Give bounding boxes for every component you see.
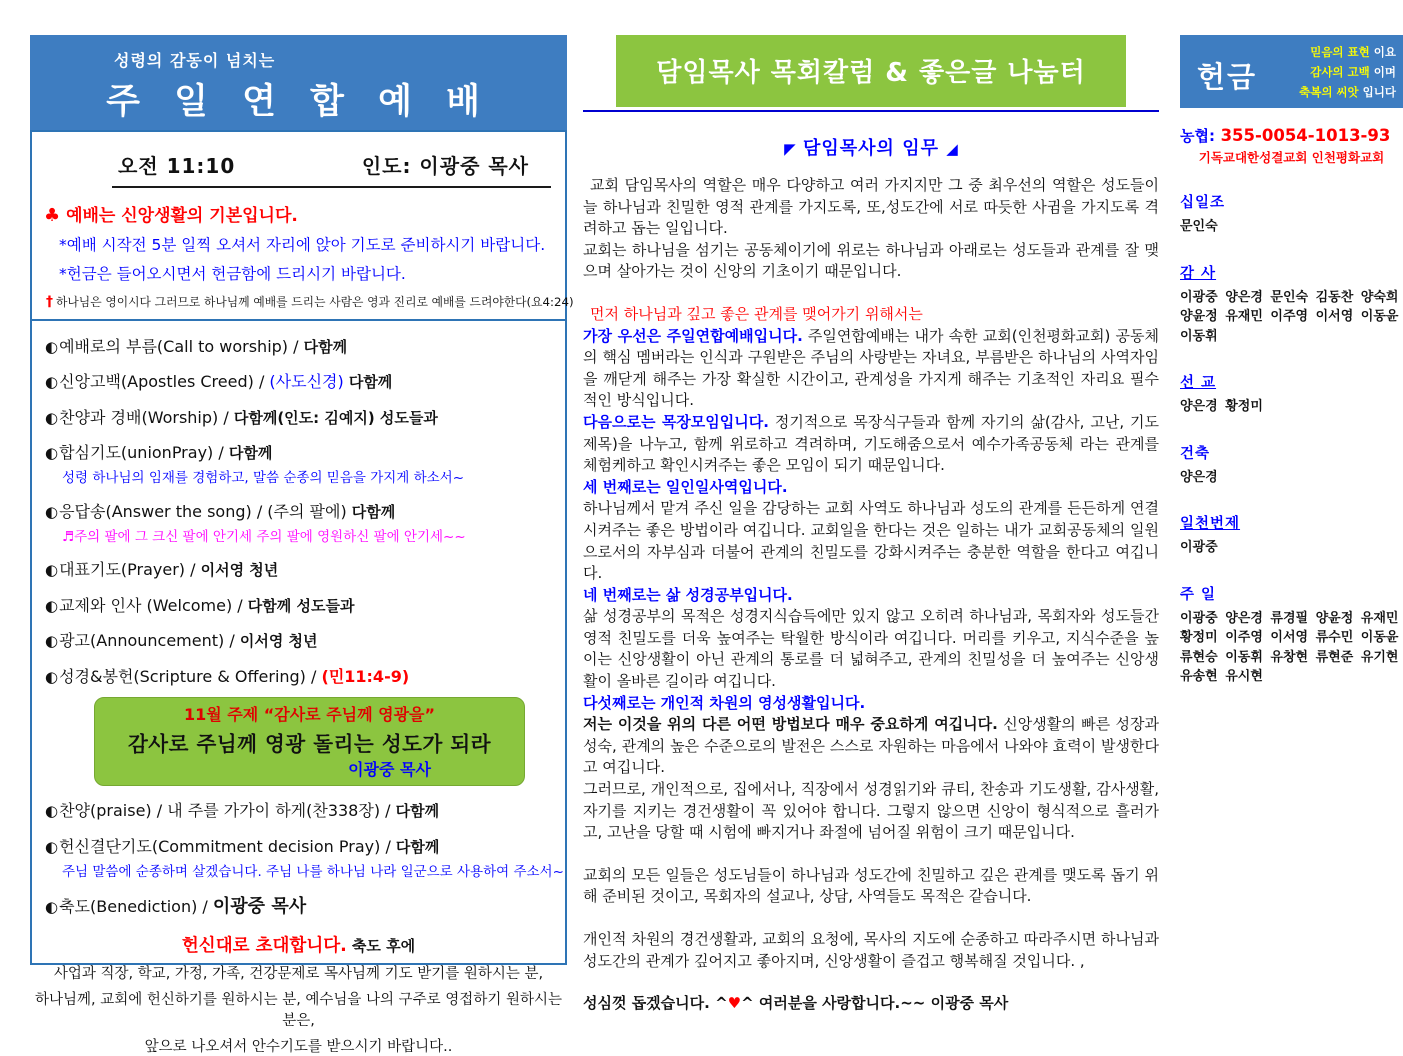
offering-category-names: 문인숙 (1180, 219, 1218, 234)
column-paragraph (583, 498, 1159, 584)
bank-account-line (1180, 125, 1403, 146)
scripture-verse (44, 293, 574, 310)
column-paragraph (583, 779, 1159, 844)
order-item (45, 664, 565, 687)
intro-heading-text: 예배는 신앙생활의 기본입니다. (66, 206, 298, 226)
offering-category-names: 이광중 (1180, 540, 1218, 555)
section-divider (32, 319, 565, 321)
monthly-theme-title: 11월 주제 “감사로 주님께 영광을” (183, 704, 436, 724)
order-item-who: 이광중 목사 (212, 896, 307, 917)
column-paragraph (583, 993, 1159, 1015)
offering-title: 헌금 (1197, 60, 1258, 94)
text-run: 세 번째로는 일인일사역입니다. (583, 477, 788, 496)
column-paragraph (583, 929, 1159, 972)
order-item (45, 593, 565, 616)
pastor-column-section (583, 35, 1159, 1015)
scripture-verse-text: 하나님은 영이시다 그러므로 하나님께 예배를 드리는 사람은 영과 진리로 예배를 드려야한다(요4:24) (56, 295, 574, 309)
clover-icon: ♣ (44, 205, 61, 226)
order-item-subtext: 성령 하나님의 임재를 경험하고, 말씀 순종의 믿음을 가지게 하소서~ (62, 470, 465, 486)
order-item (45, 892, 565, 918)
half-circle-bullet-icon: ◐ (45, 596, 59, 615)
invitation-heading (32, 932, 565, 957)
half-circle-bullet-icon: ◐ (45, 444, 59, 462)
offering-category-label: 감 사 (1180, 265, 1217, 282)
order-item-who: 다함께 (395, 837, 440, 856)
half-circle-bullet-icon: ◐ (45, 502, 59, 521)
column-section-title (583, 134, 1159, 160)
paragraph-spacer (583, 283, 1159, 304)
offering-category-label: 일천번제 (1180, 516, 1241, 532)
column-paragraph (583, 240, 1159, 283)
order-item (45, 499, 565, 522)
column-paragraph (583, 412, 1159, 477)
worship-header-title: 주 일 연 합 예 배 (106, 82, 491, 122)
order-item-text: 신앙고백(Apostles Creed) / (59, 372, 270, 391)
offering-category-names: 이광중 양은경 류경필 양윤정 유재민 황정미 이주영 이서영 류수민 이동윤 류현승 이동휘 유창현 류현준 유기현 유송현 유시현 (1180, 610, 1399, 684)
text-run: 하나님께서 맡겨 주신 일을 감당하는 교회 사역도 하나님과 성도의 관계를 든든하게 연결시켜주는 좋은 방법이라 여깁니다. 교회일을 한다는 것은 일하는 내가 교회공동체의 일원으로서의 자부심과 더불어 관계의 친밀도를 강화시켜주는 충분한 역할을 한다고 여깁니다. (583, 499, 1159, 583)
text-run: ^ 여러분을 사랑합니다.~~ 이광중 목사 (741, 994, 1009, 1013)
text-run: ^ (709, 994, 728, 1013)
half-circle-bullet-icon: ◐ (45, 667, 59, 686)
offering-section (1180, 35, 1403, 687)
worship-section (30, 35, 574, 1055)
text-run: 가장 우선은 주일연합예배입니다. (583, 326, 803, 345)
intro-note: *헌금은 들어오시면서 헌금함에 드리시기 바랍니다. (59, 265, 406, 283)
order-item (45, 405, 565, 428)
order-item (45, 369, 565, 392)
paragraph-spacer (583, 844, 1159, 865)
text-run: 다섯째로는 개인적 차원의 영성생활입니다. (583, 693, 866, 712)
offering-category-names: 이광중 양은경 문인숙 김동찬 양숙희 양윤정 유재민 이주영 이서영 이동윤 이동휘 (1180, 289, 1399, 344)
offering-motto-tail: 이며 (1373, 65, 1396, 79)
order-item-who: 다함께 (303, 337, 348, 356)
half-circle-bullet-icon: ◐ (45, 837, 59, 856)
sermon-title: 감사로 주님께 영광 돌리는 성도가 되라 (127, 731, 492, 756)
order-item (45, 628, 565, 651)
order-item-who: 다함께 (395, 802, 440, 820)
half-circle-bullet-icon: ◐ (45, 898, 59, 916)
half-circle-bullet-icon: ◐ (45, 373, 59, 391)
service-leader: 인도: 이광중 목사 (361, 154, 529, 178)
intro-heading (44, 201, 557, 226)
bank-name: 농협: (1180, 127, 1215, 145)
text-run: 신앙생활의 빠른 성장과 성숙, 관계의 높은 수준으로의 발전은 스스로 자원하는 마음에서 나와야 효력이 발생한다고 여깁니다. (583, 715, 1159, 777)
worship-intro (32, 188, 574, 310)
offering-motto-line (1261, 62, 1396, 82)
offering-motto-label: 믿음의 표현 (1310, 45, 1374, 59)
order-item-subtext: ♬주의 팔에 그 크신 팔에 안기세 주의 팔에 영원하신 팔에 안기세~~ (62, 528, 466, 545)
offering-category (1180, 583, 1403, 687)
offering-category (1180, 442, 1403, 488)
cross-icon: † (46, 294, 53, 310)
service-time-row (32, 132, 565, 179)
worship-order-list (32, 334, 565, 687)
text-run: 교회의 모든 일들은 성도님들이 하나님과 성도간에 친밀하고 깊은 관계를 맺도록 돕기 위해 준비된 것이고, 목회자의 설교나, 상담, 사역들도 목적은 같습니다. (583, 865, 1159, 906)
half-circle-bullet-icon: ◐ (45, 802, 59, 820)
column-paragraph (583, 175, 1159, 240)
order-item (45, 834, 565, 857)
order-item-text: 교제와 인사 (Welcome) / (59, 595, 248, 615)
offering-category (1180, 371, 1403, 417)
offering-motto-tail: 이요 (1373, 45, 1396, 59)
text-run: 교회 담임목사의 역할은 매우 다양하고 여러 가지지만 그 중 최우선의 역할은 성도들이 늘 하나님과 친밀한 영적 관계를 가지도록, 또,성도간에 서로 따듯한 사귐을 가지도록 격려하고 돕는 일입니다. (583, 176, 1159, 238)
bank-account-number: 355-0054-1013-93 (1220, 126, 1391, 145)
worship-body (30, 130, 574, 1055)
offering-motto-label: 감사의 고백 (1310, 65, 1374, 79)
text-run: 개인적 차원의 경건생활과, 교회의 요청에, 목사의 지도에 순종하고 따라주시면 하나님과 성도간의 관계가 깊어지고 좋아지며, 신앙생활이 즐겁고 행복해질 것입니다. , (583, 930, 1159, 970)
order-item-text: 대표기도(Prayer) / (59, 560, 201, 579)
order-item-text: 성경&봉헌(Scripture & Offering) / (59, 666, 322, 686)
column-section-title-text: 담임목사의 임무 (803, 138, 939, 159)
order-item-text: 응답송(Answer the song) / (주의 팔에) (59, 501, 352, 521)
order-item-text: 합심기도(unionPray) / (59, 443, 229, 462)
offering-category (1180, 191, 1403, 237)
intro-note: *예배 시작전 5분 일찍 오셔서 자리에 앉아 기도로 준비하시기 바랍니다. (59, 236, 546, 254)
text-run: 주일연합예배는 내가 속한 교회(인천평화교회) 공동체의 핵심 멤버라는 인식과 구원받은 주님의 사랑받는 자녀요, 부름받은 하나님의 사역자임을 깨닫게 해주는 가장 확실한 시간이고, 관계성을 가지게 해주는 기초적인 자리요 필수적인 방식입니다. (583, 326, 1159, 410)
paragraph-spacer (583, 972, 1159, 993)
column-paragraph (583, 585, 1159, 607)
order-item-note: (사도신경) (269, 372, 349, 391)
worship-header-subtitle: 성령의 감동이 넘치는 (114, 51, 276, 70)
invitation-line: 하나님께, 교회에 헌신하기를 원하시는 분, 예수님을 나의 구주로 영접하기 원하시는 분은, (35, 992, 562, 1029)
column-paragraph (583, 477, 1159, 499)
column-paragraph (583, 714, 1159, 779)
text-run: 먼저 하나님과 깊고 좋은 관계를 맺어가기 위해서는 (590, 304, 923, 323)
order-item-who: 이서영 청년 (239, 632, 318, 650)
text-run: 교회는 하나님을 섬기는 공동체이기에 위로는 하나님과 아래로는 성도들과 관계를 잘 맺으며 살아가는 것이 신앙의 기초이기 때문입니다. (583, 240, 1159, 281)
half-circle-bullet-icon: ◐ (45, 632, 59, 650)
paragraph-spacer (583, 908, 1159, 929)
text-run: 성심껏 돕겠습니다. (583, 994, 710, 1013)
offering-category-label: 건축 (1180, 445, 1211, 462)
offering-category-label: 주 일 (1180, 586, 1217, 603)
offering-motto-line (1261, 82, 1396, 102)
church-name: 기독교대한성결교회 인천평화교회 (1198, 150, 1385, 165)
order-item-who: 이서영 청년 (200, 561, 279, 579)
text-run: 정기적으로 목장식구들과 함께 자기의 삶(감사, 고난, 기도제목)을 나누고, 함께 위로하고 격려하며, 기도해줌으로서 예수가족공동체 라는 관계를 체험케하고 확인시켜주는 좋은 모임이 되기 때문입니다. (583, 412, 1159, 475)
text-run: ♥ (727, 994, 742, 1013)
offering-category (1180, 262, 1403, 347)
order-item-who: 다함께 (351, 502, 396, 521)
half-circle-bullet-icon: ◐ (45, 561, 59, 579)
half-circle-bullet-icon: ◐ (45, 337, 59, 356)
column-paragraph (583, 865, 1159, 908)
text-run: 다음으로는 목장모임입니다. (583, 412, 769, 431)
column-paragraph (583, 326, 1159, 412)
text-run: 그러므로, 개인적으로, 집에서나, 직장에서 성경읽기와 큐티, 찬송과 기도생활, 감사생활, 자기를 지키는 경건생활이 꼭 있어야 합니다. 그렇지 않으면 신앙이 형식적으로 흘러가고, 고난을 당할 때 시험에 빠지거나 좌절에 넘어질 위험이 크기 때문입니다. (583, 780, 1159, 842)
text-run: 저는 이것을 위의 다른 어떤 방법보다 매우 중요하게 여깁니다. (583, 715, 998, 734)
order-item-text: 헌신결단기도(Commitment decision Pray) / (59, 836, 396, 856)
invitation-line: 앞으로 나오셔서 안수기도를 받으시기 바랍니다.. (144, 1039, 453, 1055)
order-item-text: 광고(Announcement) / (59, 631, 240, 650)
invitation-heading-tail: 축도 후에 (351, 937, 416, 955)
invitation-line: 사업과 직장, 학교, 가정, 가족, 건강문제로 목사님께 기도 받기를 원하시는 분, (53, 966, 544, 982)
service-time: 오전 11:10 (118, 154, 236, 178)
order-item-who: 다함께(인도: 김예지) 성도들과 (233, 408, 438, 427)
order-item-text: 예배로의 부름(Call to worship) / (59, 336, 304, 356)
monthly-theme-box (94, 697, 525, 786)
offering-motto-tail: 입니다 (1362, 85, 1396, 99)
text-run: 네 번째로는 삶 성경공부입니다. (583, 585, 793, 604)
invitation-block (32, 932, 565, 1056)
offering-motto (1261, 42, 1398, 104)
half-circle-bullet-icon: ◐ (45, 408, 59, 427)
order-item-who: 다함께 성도들과 (247, 596, 355, 615)
order-item (45, 557, 565, 580)
order-item-subtext: 주님 말씀에 순종하며 살겠습니다. 주님 나를 하나님 나라 일군으로 사용하여 주소서~ (62, 863, 564, 880)
triangle-right-icon: ◢ (946, 140, 958, 158)
order-item-who: (민11:4-9) (321, 666, 410, 686)
worship-order-list-2 (32, 798, 565, 918)
column-paragraph (583, 304, 1159, 326)
header-underline (583, 110, 1159, 112)
pastor-column-header: 담임목사 목회칼럼 & 좋은글 나눔터 (616, 35, 1126, 107)
order-item-text: 축도(Benediction) / (59, 897, 213, 916)
offering-motto-label: 축복의 씨앗 (1299, 85, 1363, 99)
order-item (45, 334, 565, 357)
invitation-heading-red: 헌신대로 초대합니다. (181, 936, 347, 956)
offering-category-label: 선 교 (1180, 375, 1217, 391)
offering-category-names: 양은경 (1180, 469, 1218, 485)
order-item-who: 다함께 (348, 373, 393, 391)
order-item (45, 440, 565, 463)
order-item (45, 798, 565, 821)
offering-category-label: 십일조 (1180, 195, 1226, 211)
text-run: 삶 성경공부의 목적은 성경지식습득에만 있지 않고 오히려 하나님과, 목회자와 성도들간 영적 친밀도를 더욱 높여주는 탁월한 방식이라 여깁니다. 머리를 키우고, 지식수준을 높이는 신앙생활이 아닌 관계의 통로를 더 넓혀주고, 관계의 친밀성을 더 높여주는 신앙생활이 올바른 길이라 여깁니다. (583, 607, 1159, 691)
worship-header (30, 35, 567, 130)
order-item-text: 찬양과 경배(Worship) / (59, 407, 234, 427)
offering-category-names: 양은경 황정미 (1180, 399, 1263, 414)
column-body (583, 175, 1159, 1015)
column-paragraph (583, 693, 1159, 715)
order-item-text: 찬양(praise) / 내 주를 가가이 하게(찬338장) / (59, 801, 396, 820)
offering-lists (1180, 191, 1403, 687)
offering-header (1180, 35, 1403, 108)
column-paragraph (583, 606, 1159, 692)
offering-category (1180, 512, 1403, 558)
offering-motto-line (1261, 42, 1396, 62)
order-item-who: 다함께 (228, 444, 273, 462)
sermon-preacher: 이광중 목사 (348, 759, 431, 779)
triangle-left-icon: ◤ (784, 140, 796, 158)
